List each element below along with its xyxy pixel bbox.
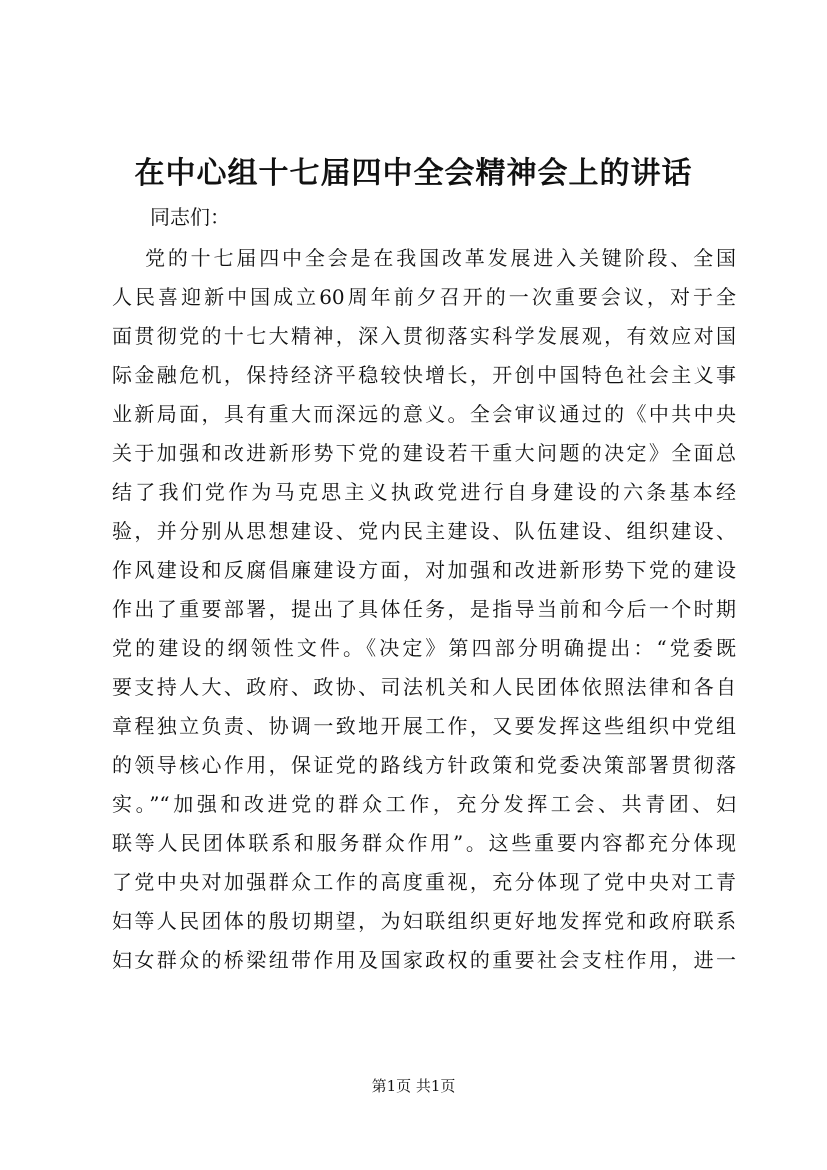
document-title: 在中心组十七届四中全会精神会上的讲话 bbox=[134, 156, 693, 191]
body-line: 的领导核心作用，保证党的路线方针政策和党委决策部署贯彻落 bbox=[112, 753, 736, 777]
body-line: 作风建设和反腐倡廉建设方面，对加强和改进新形势下党的建设 bbox=[112, 558, 736, 582]
body-line: 章程独立负责、协调一致地开展工作，又要发挥这些组织中党组 bbox=[112, 714, 736, 738]
salutation: 同志们： bbox=[150, 205, 230, 229]
body-line: 要支持人大、政府、政协、司法机关和人民团体依照法律和各自 bbox=[112, 675, 736, 699]
body-line: 作出了重要部署，提出了具体任务，是指导当前和今后一个时期 bbox=[112, 597, 736, 621]
body-line: 际金融危机，保持经济平稳较快增长，开创中国特色社会主义事 bbox=[112, 363, 736, 387]
body-line: 实。”“加强和改进党的群众工作，充分发挥工会、共青团、妇 bbox=[112, 792, 736, 816]
body-line: 关于加强和改进新形势下党的建设若干重大问题的决定》全面总 bbox=[112, 441, 736, 465]
page-footer: 第1页 共1页 bbox=[371, 1077, 456, 1095]
body-line: 结了我们党作为马克思主义执政党进行自身建设的六条基本经 bbox=[112, 480, 736, 504]
body-line: 妇女群众的桥梁纽带作用及国家政权的重要社会支柱作用，进一 bbox=[112, 948, 736, 972]
body-paragraph bbox=[112, 239, 736, 980]
body-line: 面贯彻党的十七大精神，深入贯彻落实科学发展观，有效应对国 bbox=[112, 324, 736, 348]
body-line: 妇等人民团体的殷切期望，为妇联组织更好地发挥党和政府联系 bbox=[112, 909, 736, 933]
body-line: 党的建设的纲领性文件。《决定》第四部分明确提出：“党委既 bbox=[112, 636, 736, 660]
body-line: 党的十七届四中全会是在我国改革发展进入关键阶段、全国 bbox=[145, 246, 736, 270]
body-line: 联等人民团体联系和服务群众作用”。这些重要内容都充分体现 bbox=[112, 831, 736, 855]
body-line: 验，并分别从思想建设、党内民主建设、队伍建设、组织建设、 bbox=[112, 519, 736, 543]
body-line: 人民喜迎新中国成立60周年前夕召开的一次重要会议，对于全 bbox=[112, 285, 736, 309]
body-line: 了党中央对加强群众工作的高度重视，充分体现了党中央对工青 bbox=[112, 870, 736, 894]
body-line: 业新局面，具有重大而深远的意义。全会审议通过的《中共中央 bbox=[112, 402, 736, 426]
